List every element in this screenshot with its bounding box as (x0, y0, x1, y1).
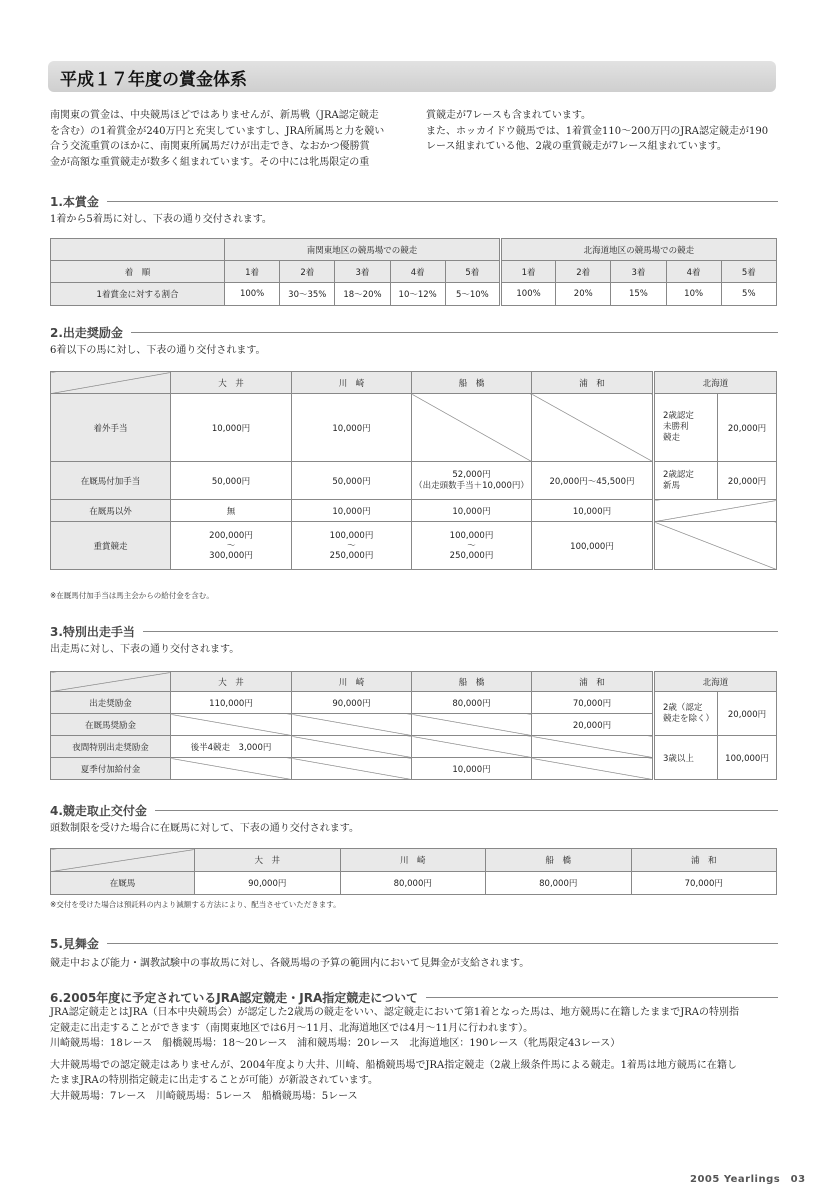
body-line: 川崎競馬場：18レース 船橋競馬場：18～20レース 浦和競馬場：20レース 北海道地区：190レース（牝馬限定43レース） (50, 1038, 621, 1049)
value-cell: 無 (171, 500, 292, 522)
body-line: 大井競馬場：7レース 川崎競馬場：5レース 船橋競馬場：5レース (50, 1090, 358, 1102)
corner-cell (51, 672, 171, 692)
value-cell: 10,000円 (292, 394, 412, 462)
intro-line: 南関東の賞金は、中央競馬ほどではありませんが、新馬戦（JRA認定競走 (50, 110, 379, 121)
value-line: 100,000円 (449, 530, 494, 541)
intro-line: 賞競走が7レースも含まれています。 (426, 110, 592, 121)
place-header: 3着 (611, 261, 666, 283)
place-header: 5着 (445, 261, 500, 283)
empty-cell (532, 736, 654, 758)
value-cell: 50,000円 (292, 462, 412, 500)
col-header-kawasaki: 川 崎 (292, 672, 412, 692)
section-main-prize (50, 193, 778, 225)
col-header-oi: 大 井 (171, 372, 292, 394)
hokkaido-value: 100,000円 (718, 736, 777, 780)
value-line: 250,000円 (329, 550, 374, 561)
blank-header (51, 239, 225, 261)
value-cell: 110,000円 (171, 692, 292, 714)
section-description: 競走中および能力・調教試験中の事故馬に対し、各競馬場の予算の範囲内において見舞金が支給されます。 (50, 958, 530, 969)
section-description: 出走馬に対し、下表の通り交付されます。 (50, 644, 240, 655)
group-header-south-kanto: 南関東地区の競馬場での競走 (225, 239, 501, 261)
range-tilde: 〜 (347, 540, 356, 551)
intro-line: また、ホッカイドウ競馬では、1着賞金110～200万円のJRA認定競走が190 (426, 125, 769, 137)
value-line: 52,000円 (452, 469, 491, 480)
cancellation-grant-table (50, 848, 777, 895)
section-rule (155, 810, 778, 811)
value-cell: 20,000円～45,500円 (532, 462, 654, 500)
col-header-hokkaido: 北海道 (654, 672, 777, 692)
value-cell: 20,000円 (532, 714, 654, 736)
table-note: ※交付を受けた場合は預託料の内より減額する方法により、配当させていただきます。 (50, 900, 341, 909)
place-header: 1着 (225, 261, 280, 283)
ratio-cell: 10～12% (390, 283, 445, 306)
value-cell: 10,000円 (412, 500, 532, 522)
section-rule (107, 943, 778, 944)
main-prize-table (50, 238, 777, 306)
section-rule (131, 332, 778, 333)
body-line: 大井競馬場での認定競走はありませんが、2004年度より大井、川崎、船橋競馬場でJRA指定競走（2歳上級条件馬による競走。1着馬は地方競馬に在籍し (50, 1059, 737, 1071)
value-cell (171, 522, 292, 570)
place-header: 4着 (666, 261, 721, 283)
ratio-cell: 20% (556, 283, 611, 306)
row-label: 重賞競走 (51, 522, 171, 570)
title-band (48, 61, 776, 92)
body-line: JRA認定競走とはJRA（日本中央競馬会）が認定した2歳馬の競走をいい、認定競走において第1着となった馬は、地方競馬に在籍したままでJRAの特別指 (50, 1007, 740, 1018)
body-line: 定競走に出走することができます（南関東地区では6月～11月、北海道地区では4月～11月に行われます）。 (50, 1022, 534, 1034)
row-label: 在厩馬付加手当 (51, 462, 171, 500)
row-label: 夜間特別出走奨励金 (51, 736, 171, 758)
col-header-urawa: 浦 和 (532, 672, 654, 692)
empty-cell (292, 736, 412, 758)
col-header-funabashi: 船 橋 (412, 672, 532, 692)
row-label: 在厩馬以外 (51, 500, 171, 522)
section-description: 6着以下の馬に対し、下表の通り交付されます。 (50, 345, 266, 356)
row-label: 在厩馬 (51, 872, 195, 895)
empty-cell (171, 758, 292, 780)
value-cell: 80,000円 (412, 692, 532, 714)
ratio-cell: 100% (500, 283, 555, 306)
empty-cell (532, 758, 654, 780)
value-line: 300,000円 (209, 550, 253, 561)
table-note: ※在厩馬付加手当は馬主会からの給付金を含む。 (50, 591, 214, 600)
section-description: 頭数制限を受けた場合に在厩馬に対して、下表の通り交付されます。 (50, 823, 359, 834)
place-header: 2着 (556, 261, 611, 283)
section-heading: 5.見舞金 (50, 936, 99, 951)
hokkaido-label: 2歳認定 未勝利 競走 (654, 394, 718, 462)
col-header-funabashi: 船 橋 (486, 849, 632, 872)
value-cell: 70,000円 (532, 692, 654, 714)
ratio-cell: 100% (225, 283, 280, 306)
value-cell: 10,000円 (292, 500, 412, 522)
empty-cell (292, 758, 412, 780)
section-heading: 1.本賞金 (50, 194, 99, 209)
value-line: 200,000円 (209, 530, 253, 541)
place-header: 5着 (721, 261, 776, 283)
empty-cell (171, 714, 292, 736)
row-label-ratio: 1着賞金に対する割合 (51, 283, 225, 306)
empty-cell (412, 394, 532, 462)
value-cell: 後半4競走 3,000円 (171, 736, 292, 758)
hokkaido-label: 2歳（認定 競走を除く） (654, 692, 718, 736)
ratio-cell: 18～20% (335, 283, 390, 306)
row-label: 夏季付加給付金 (51, 758, 171, 780)
empty-cell (654, 522, 777, 570)
corner-cell (51, 372, 171, 394)
section-heading: 6.2005年度に予定されているJRA認定競走・JRA指定競走について (50, 990, 419, 1005)
section-heading: 2.出走奨励金 (50, 325, 123, 340)
hokkaido-label: 3歳以上 (654, 736, 718, 780)
section-special-allowance (50, 623, 778, 655)
value-cell: 90,000円 (292, 692, 412, 714)
ratio-cell: 5% (721, 283, 776, 306)
section-heading: 3.特別出走手当 (50, 624, 135, 639)
page-title: 平成１７年度の賞金体系 (60, 70, 247, 90)
value-note: （出走頭数手当＋10,000円） (414, 480, 529, 491)
hokkaido-value: 20,000円 (718, 692, 777, 736)
row-label: 在厩馬奨励金 (51, 714, 171, 736)
col-header-urawa: 浦 和 (532, 372, 654, 394)
value-cell (412, 522, 532, 570)
row-label-place: 着 順 (51, 261, 225, 283)
section-cancellation-grant (50, 802, 778, 834)
value-cell: 80,000円 (340, 872, 486, 895)
intro-line: 合う交流重賞のほかに、南関東所属馬だけが出走でき、なおかつ優勝賞 (50, 141, 370, 152)
ratio-cell: 15% (611, 283, 666, 306)
corner-cell (51, 849, 195, 872)
value-line: 100,000円 (329, 530, 374, 541)
section-description: 1着から5着馬に対し、下表の通り交付されます。 (50, 214, 272, 225)
jra-races-text (50, 1005, 780, 1104)
entry-incentive-table (50, 371, 777, 570)
place-header: 4着 (390, 261, 445, 283)
place-header: 3着 (335, 261, 390, 283)
col-header-kawasaki: 川 崎 (340, 849, 486, 872)
section-heading: 4.競走取止交付金 (50, 803, 147, 818)
section-jra-races (50, 989, 778, 1005)
col-header-funabashi: 船 橋 (412, 372, 532, 394)
range-tilde: 〜 (226, 540, 236, 551)
group-header-hokkaido: 北海道地区の競馬場での競走 (500, 239, 776, 261)
value-cell: 10,000円 (171, 394, 292, 462)
body-line: たままJRAの特別指定競走に出走することが可能）が新設されています。 (50, 1075, 378, 1086)
section-rule (143, 631, 778, 632)
empty-cell (654, 500, 777, 522)
section-sympathy-money (50, 935, 778, 969)
row-label: 着外手当 (51, 394, 171, 462)
hokkaido-value: 20,000円 (718, 394, 777, 462)
place-header: 2着 (280, 261, 335, 283)
section-rule (426, 997, 778, 998)
special-allowance-table (50, 671, 777, 780)
page-footer: 2005 Yearlings 03 (690, 1174, 806, 1185)
row-label: 出走奨励金 (51, 692, 171, 714)
hokkaido-label: 2歳認定 新馬 (654, 462, 718, 500)
empty-cell (412, 736, 532, 758)
intro-line: レース組まれている他、2歳の重賞競走が7レース組まれています。 (426, 141, 727, 152)
value-cell: 100,000円 (532, 522, 654, 570)
col-header-oi: 大 井 (195, 849, 341, 872)
place-header: 1着 (500, 261, 555, 283)
section-rule (107, 201, 778, 202)
col-header-kawasaki: 川 崎 (292, 372, 412, 394)
value-cell: 70,000円 (631, 872, 777, 895)
intro-left (50, 108, 430, 170)
col-header-hokkaido: 北海道 (654, 372, 777, 394)
value-cell (292, 522, 412, 570)
section-entry-incentive (50, 324, 778, 356)
empty-cell (412, 714, 532, 736)
col-header-urawa: 浦 和 (631, 849, 777, 872)
intro-line: を含む）の1着賞金が240万円と充実していますし、JRA所属馬と力を競い (50, 125, 385, 137)
intro-line: 金が高額な重賞競走が数多く組まれています。その中には牝馬限定の重 (50, 156, 370, 168)
empty-cell (292, 714, 412, 736)
value-cell: 10,000円 (532, 500, 654, 522)
hokkaido-value: 20,000円 (718, 462, 777, 500)
value-cell: 80,000円 (486, 872, 632, 895)
range-tilde: 〜 (467, 540, 476, 551)
empty-cell (532, 394, 654, 462)
col-header-oi: 大 井 (171, 672, 292, 692)
value-cell: 90,000円 (195, 872, 341, 895)
ratio-cell: 5～10% (445, 283, 500, 306)
ratio-cell: 10% (666, 283, 721, 306)
value-cell: 50,000円 (171, 462, 292, 500)
ratio-cell: 30～35% (280, 283, 335, 306)
value-cell: 10,000円 (412, 758, 532, 780)
value-cell (412, 462, 532, 500)
value-line: 250,000円 (449, 550, 494, 561)
intro-right (426, 108, 786, 155)
